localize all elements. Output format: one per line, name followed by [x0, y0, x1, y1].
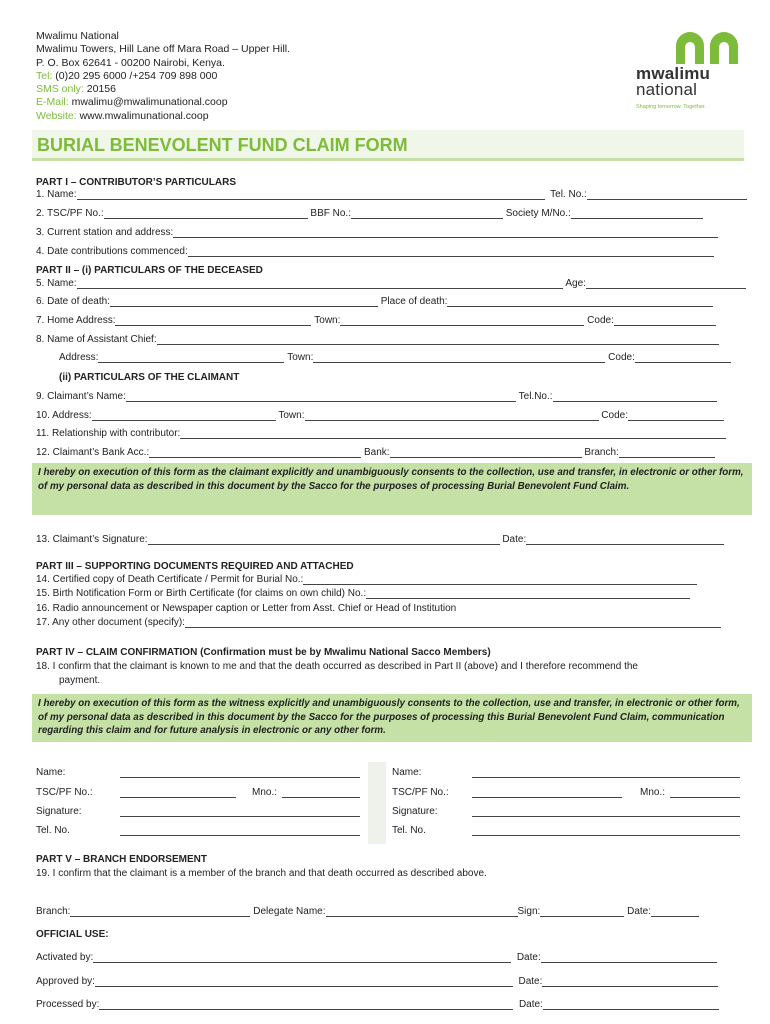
claimant-code-line[interactable]	[628, 410, 724, 421]
label-activated-date: Date:	[516, 952, 541, 963]
label-other-document: 17. Any other document (specify):	[36, 617, 185, 628]
label-approved-date: Date:	[518, 976, 543, 987]
witness1-tel-line[interactable]	[120, 825, 360, 836]
label-sign: Sign:	[517, 906, 541, 917]
email-value: mwalimu@mwalimunational.coop	[68, 96, 228, 109]
label-chief-address: Address:	[59, 352, 99, 363]
claimant-subheading: (ii) PARTICULARS OF THE CLAIMANT	[59, 372, 240, 383]
endorse-date-line[interactable]	[651, 906, 699, 917]
field-8-address	[59, 352, 731, 363]
label-activated: Activated by:	[36, 952, 94, 963]
witness-column-divider	[368, 762, 386, 844]
bank-line[interactable]	[390, 447, 582, 458]
death-certificate-line[interactable]	[303, 574, 697, 585]
label-age: Age:	[565, 278, 586, 289]
label-claimant-name: 9. Claimant’s Name:	[36, 391, 126, 402]
claimant-name-line[interactable]	[126, 391, 516, 402]
label-relationship: 11. Relationship with contributor:	[36, 428, 181, 439]
label-society: Society M/No.:	[505, 208, 571, 219]
society-line[interactable]	[571, 208, 703, 219]
approved-line[interactable]	[95, 976, 513, 987]
chief-town-line[interactable]	[313, 352, 605, 363]
tel-label: Tel:	[36, 69, 53, 82]
witness2-tel-line[interactable]	[472, 825, 740, 836]
field-17	[36, 617, 721, 628]
witness-consent-box: I hereby on execution of this form as the witness explicitly and unambiguously consents to the collection, use and transfer, in electronic or other form, of my personal data as described in this document by the Sacco for the purposes of processing this Burial Benevolent Fund Claim, communication regarding this claim and for future analysis in electronic or any other form.	[32, 694, 752, 742]
witness1-signature-line[interactable]	[120, 806, 360, 817]
sign-line[interactable]	[540, 906, 624, 917]
label-claimant-signature: 13. Claimant’s Signature:	[36, 534, 148, 545]
bank-acc-line[interactable]	[149, 447, 361, 458]
field-2	[36, 208, 703, 219]
witness2-signature-line[interactable]	[472, 806, 740, 817]
part4-heading: PART IV – CLAIM CONFIRMATION (Confirmation must be by Mwalimu National Sacco Members)	[36, 647, 491, 658]
age-line[interactable]	[586, 278, 746, 289]
relationship-line[interactable]	[180, 428, 726, 439]
part2-heading: PART II – (i) PARTICULARS OF THE DECEASED	[36, 265, 263, 276]
field-4	[36, 246, 714, 257]
email-label: E-Mail:	[36, 96, 69, 109]
field-18: 18. I confirm that the claimant is known to me and that the death occurred as described in Part II (above) and I therefore recommend the	[36, 661, 638, 672]
place-death-line[interactable]	[447, 296, 713, 307]
tel-value: (0)20 295 6000 /+254 709 898 000	[52, 69, 218, 82]
sms-value: 20156	[83, 83, 116, 96]
branch-endorsement-row	[36, 906, 699, 917]
processed-date-line[interactable]	[543, 999, 719, 1010]
logo-text-national: national	[636, 80, 698, 99]
mwalimu-logo	[636, 30, 746, 116]
web-label: Website:	[36, 109, 77, 122]
field-16: 16. Radio announcement or Newspaper caption or Letter from Asst. Chief or Head of Institution	[36, 603, 457, 614]
activated-date-line[interactable]	[541, 952, 717, 963]
form-title: BURIAL BENEVOLENT FUND CLAIM FORM	[37, 135, 408, 155]
label-claimant-code: Code:	[601, 410, 628, 421]
asst-chief-line[interactable]	[157, 334, 719, 345]
part3-heading: PART III – SUPPORTING DOCUMENTS REQUIRED AND ATTACHED	[36, 561, 354, 572]
label-bank-acc: 12. Claimant’s Bank Acc.:	[36, 447, 150, 458]
signature-date-line[interactable]	[526, 534, 724, 545]
claimant-signature-line[interactable]	[148, 534, 500, 545]
witness2-tsc-label: TSC/PF No.:	[392, 787, 449, 798]
name-line[interactable]	[77, 189, 545, 200]
commenced-line[interactable]	[188, 246, 714, 257]
processed-row	[36, 999, 719, 1010]
witness2-tel-label: Tel. No.	[392, 825, 426, 836]
org-name: Mwalimu National	[36, 30, 119, 42]
birth-certificate-line[interactable]	[366, 588, 690, 599]
station-line[interactable]	[173, 227, 718, 238]
logo-tagline: Shaping tomorrow. Together.	[636, 104, 706, 110]
org-website	[36, 110, 290, 123]
label-chief-code: Code:	[608, 352, 635, 363]
witness2-name-label: Name:	[392, 767, 422, 778]
field-18-cont: payment.	[59, 675, 101, 686]
part5-heading: PART V – BRANCH ENDORSEMENT	[36, 854, 207, 865]
chief-code-line[interactable]	[635, 352, 731, 363]
approved-row	[36, 976, 718, 987]
label-approved: Approved by:	[36, 976, 95, 987]
field-15	[36, 588, 690, 599]
label-place-death: Place of death:	[380, 296, 448, 307]
label-town: Town:	[314, 315, 341, 326]
witness1-name-label: Name:	[36, 767, 66, 778]
label-claimant-address: 10. Address:	[36, 410, 92, 421]
activated-line[interactable]	[93, 952, 511, 963]
field-12	[36, 447, 715, 458]
label-claimant-tel: Tel.No.:	[518, 391, 553, 402]
field-5	[36, 278, 746, 289]
witness2-tsc-line[interactable]	[472, 787, 622, 798]
label-code: Code:	[587, 315, 614, 326]
org-address-1: Mwalimu Towers, Hill Lane off Mara Road – Upper Hill.	[36, 43, 291, 56]
label-commenced: 4. Date contributions commenced:	[36, 246, 188, 257]
label-branch: Branch:	[584, 447, 619, 458]
label-deceased-name: 5. Name:	[36, 278, 77, 289]
field-9	[36, 391, 717, 402]
official-use-heading: OFFICIAL USE:	[36, 929, 109, 940]
label-signature-date: Date:	[502, 534, 527, 545]
witness1-mno-label: Mno.:	[252, 787, 278, 798]
witness1-tsc-line[interactable]	[120, 787, 236, 798]
field-1	[36, 189, 747, 200]
witness1-tel-label: Tel. No.	[36, 825, 70, 836]
label-birth-certificate: 15. Birth Notification Form or Birth Certificate (for claims on own child) No.:	[36, 588, 367, 599]
sms-label: SMS only:	[36, 83, 84, 96]
witness2-signature-label: Signature:	[392, 806, 438, 817]
org-email	[36, 96, 290, 109]
org-address-2: P. O. Box 62641 - 00200 Nairobi, Kenya.	[36, 56, 225, 69]
home-address-line[interactable]	[115, 315, 311, 326]
witness2-mno-line[interactable]	[670, 787, 740, 798]
label-bbf: BBF No.:	[310, 208, 351, 219]
label-processed-date: Date:	[518, 999, 543, 1010]
witness1-tsc-label: TSC/PF No.:	[36, 787, 93, 798]
label-tel: Tel. No.:	[550, 189, 587, 200]
logo-arch-icon	[674, 30, 746, 64]
org-tel	[36, 70, 290, 83]
part1-heading: PART I – CONTRIBUTOR’S PARTICULARS	[36, 177, 237, 188]
label-tsc: 2. TSC/PF No.:	[36, 208, 104, 219]
claimant-consent-box: I hereby on execution of this form as the claimant explicitly and unambiguously consents to the collection, use and transfer, in electronic or other form, of my personal data as described in this document by the Sacco for the purposes of processing Burial Benevolent Fund Claim.	[32, 463, 752, 515]
field-3	[36, 227, 718, 238]
processed-line[interactable]	[99, 999, 513, 1010]
approved-date-line[interactable]	[542, 976, 718, 987]
logo-text-mwalimu: mwalimu	[636, 64, 711, 83]
label-name: 1. Name:	[36, 189, 77, 200]
claimant-town-line[interactable]	[305, 410, 599, 421]
label-date-death: 6. Date of death:	[36, 296, 110, 307]
tel-line[interactable]	[587, 189, 747, 200]
title-bar	[32, 130, 744, 161]
label-home-address: 7. Home Address:	[36, 315, 116, 326]
field-7	[36, 315, 716, 326]
code-line[interactable]	[614, 315, 716, 326]
field-19: 19. I confirm that the claimant is a member of the branch and that death occurred as described above.	[36, 868, 487, 879]
tsc-line[interactable]	[104, 208, 308, 219]
date-death-line[interactable]	[110, 296, 378, 307]
label-bank: Bank:	[363, 447, 390, 458]
field-8	[36, 334, 719, 345]
witness2-name-line[interactable]	[472, 767, 740, 778]
label-endorse-branch: Branch:	[36, 906, 71, 917]
org-header	[36, 30, 290, 123]
org-sms	[36, 83, 290, 96]
label-asst-chief: 8. Name of Assistant Chief:	[36, 334, 157, 345]
chief-address-line[interactable]	[98, 352, 284, 363]
witness1-mno-line[interactable]	[282, 787, 360, 798]
witness1-signature-label: Signature:	[36, 806, 82, 817]
label-processed: Processed by:	[36, 999, 100, 1010]
other-document-line[interactable]	[185, 617, 721, 628]
field-11	[36, 428, 726, 439]
deceased-name-line[interactable]	[77, 278, 563, 289]
label-death-certificate: 14. Certified copy of Death Certificate / Permit for Burial No.:	[36, 574, 304, 585]
field-14	[36, 574, 697, 585]
field-10	[36, 410, 724, 421]
field-6	[36, 296, 713, 307]
label-endorse-date: Date:	[627, 906, 651, 917]
label-delegate-name: Delegate Name:	[253, 906, 326, 917]
label-station: 3. Current station and address:	[36, 227, 174, 238]
witness2-mno-label: Mno.:	[640, 787, 666, 798]
bbf-line[interactable]	[351, 208, 503, 219]
branch-line[interactable]	[619, 447, 715, 458]
delegate-name-line[interactable]	[326, 906, 518, 917]
field-13	[36, 534, 724, 545]
claimant-address-line[interactable]	[92, 410, 276, 421]
town-line[interactable]	[340, 315, 584, 326]
activated-row	[36, 952, 717, 963]
endorse-branch-line[interactable]	[70, 906, 250, 917]
label-chief-town: Town:	[287, 352, 314, 363]
claimant-tel-line[interactable]	[553, 391, 717, 402]
witness1-name-line[interactable]	[120, 767, 360, 778]
label-claimant-town: Town:	[278, 410, 305, 421]
web-value: www.mwalimunational.coop	[76, 109, 209, 122]
